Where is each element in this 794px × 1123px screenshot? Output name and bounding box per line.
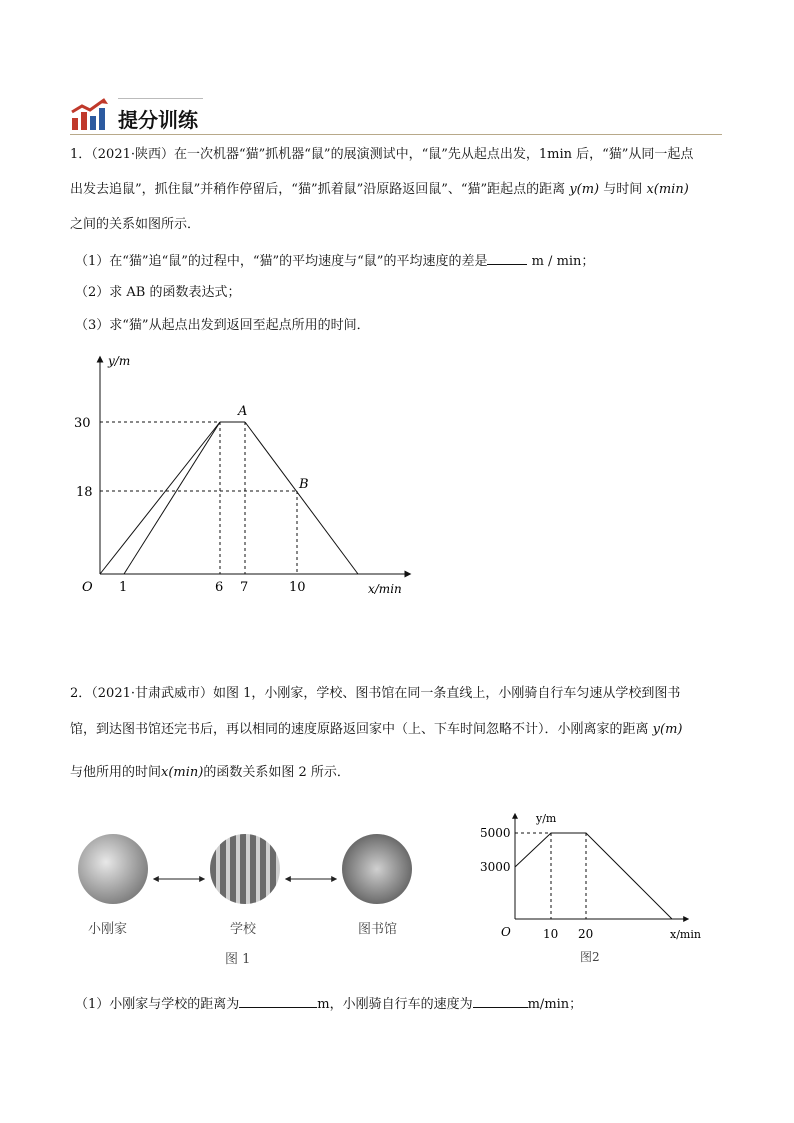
q2-distance-blank[interactable] xyxy=(239,993,317,1008)
q1-sub-1 xyxy=(75,250,594,272)
q2-sub-1-unit: m/min； xyxy=(527,997,583,1012)
q1-x-tick-6: 6 xyxy=(215,580,224,595)
q1-y-axis-label: y/m xyxy=(108,354,131,368)
q1-var-y: y(m) xyxy=(569,182,600,197)
home-label: 小刚家 xyxy=(88,922,128,937)
q1-line-1: 1．（2021·陕西）在一次机器“猫”抓机器“鼠”的展演测试中，“鼠”先从起点出发，1min 后，“猫”从同一起点 xyxy=(70,147,694,162)
q2-origin-label: O xyxy=(501,925,511,939)
q1-var-x: x(min) xyxy=(646,182,689,197)
q2-line-3-text: 与他所用的时间 xyxy=(70,765,162,780)
q2-x-tick-20: 20 xyxy=(578,927,594,941)
q2-line-3 xyxy=(70,763,350,783)
q1-line-3: 之间的关系如图所示． xyxy=(70,217,201,232)
figure-1 xyxy=(70,830,400,970)
q1-sub-2: （2）求 AB 的函数表达式； xyxy=(75,285,241,300)
figure-1-arrows xyxy=(70,830,420,910)
q2-sub-1-text: （1）小刚家与学校的距离为 xyxy=(75,997,240,1012)
q2-x-axis-label: x/min xyxy=(670,928,701,941)
q1-x-axis-label: x/min xyxy=(368,582,402,596)
q1-x-tick-10: 10 xyxy=(289,580,306,595)
figure-1-caption: 图 1 xyxy=(225,952,251,967)
q1-line-2-mid: 与时间 xyxy=(603,182,643,197)
q1-line-2-text: 出发去追鼠”，抓住鼠”并稍作停留后，“猫”抓着鼠”沿原路返回鼠”、“猫”距起点的距离 xyxy=(70,182,566,197)
q1-y-tick-18: 18 xyxy=(76,485,93,500)
q1-graph xyxy=(70,345,430,605)
q1-sub-1-unit: m / min； xyxy=(531,254,595,269)
q2-y-tick-3000: 3000 xyxy=(480,860,511,874)
q1-point-a-label: A xyxy=(238,404,248,419)
q1-sub-3: （3）求“猫”从起点出发到返回至起点所用的时间． xyxy=(75,318,370,333)
section-title: 提分训练 xyxy=(118,108,198,132)
q2-var-x: x(min) xyxy=(161,765,204,780)
q2-x-tick-10: 10 xyxy=(543,927,559,941)
q1-answer-blank[interactable] xyxy=(487,250,527,265)
figure-2-caption: 图2 xyxy=(580,950,600,964)
chart-growth-icon xyxy=(70,98,110,132)
q1-origin-label: O xyxy=(82,580,93,595)
q2-sub-1-mid: m，小刚骑自行车的速度为 xyxy=(317,997,473,1012)
q2-var-y: y(m) xyxy=(652,722,683,737)
q2-line-3-tail: 的函数关系如图 2 所示． xyxy=(203,765,350,780)
q2-sub-1 xyxy=(75,993,582,1015)
header-rule-top xyxy=(118,98,203,99)
school-label: 学校 xyxy=(230,922,257,937)
q1-sub-1-text: （1）在“猫”追“鼠”的过程中，“猫”的平均速度与“鼠”的平均速度的差是 xyxy=(75,254,488,269)
header-rule xyxy=(70,134,722,135)
q2-speed-blank[interactable] xyxy=(473,993,528,1008)
q2-y-tick-5000: 5000 xyxy=(480,826,511,840)
q2-line-1: 2．（2021·甘肃武威市）如图 1，小刚家，学校、图书馆在同一条直线上，小刚骑自行车匀速从学校到图书 xyxy=(70,686,681,701)
q2-line-2-text: 馆，到达图书馆还完书后，再以相同的速度原路返回家中（上、下车时间忽略不计）．小刚离家的距离 xyxy=(70,722,649,737)
q1-x-tick-7: 7 xyxy=(240,580,249,595)
q2-graph xyxy=(470,808,720,968)
library-label: 图书馆 xyxy=(358,922,398,937)
q2-y-axis-label: y/m xyxy=(536,812,557,825)
q1-point-b-label: B xyxy=(299,477,309,492)
q1-y-tick-30: 30 xyxy=(74,416,91,431)
q1-x-tick-1: 1 xyxy=(119,580,128,595)
q2-line-2 xyxy=(70,720,682,740)
q1-line-2 xyxy=(70,180,689,200)
